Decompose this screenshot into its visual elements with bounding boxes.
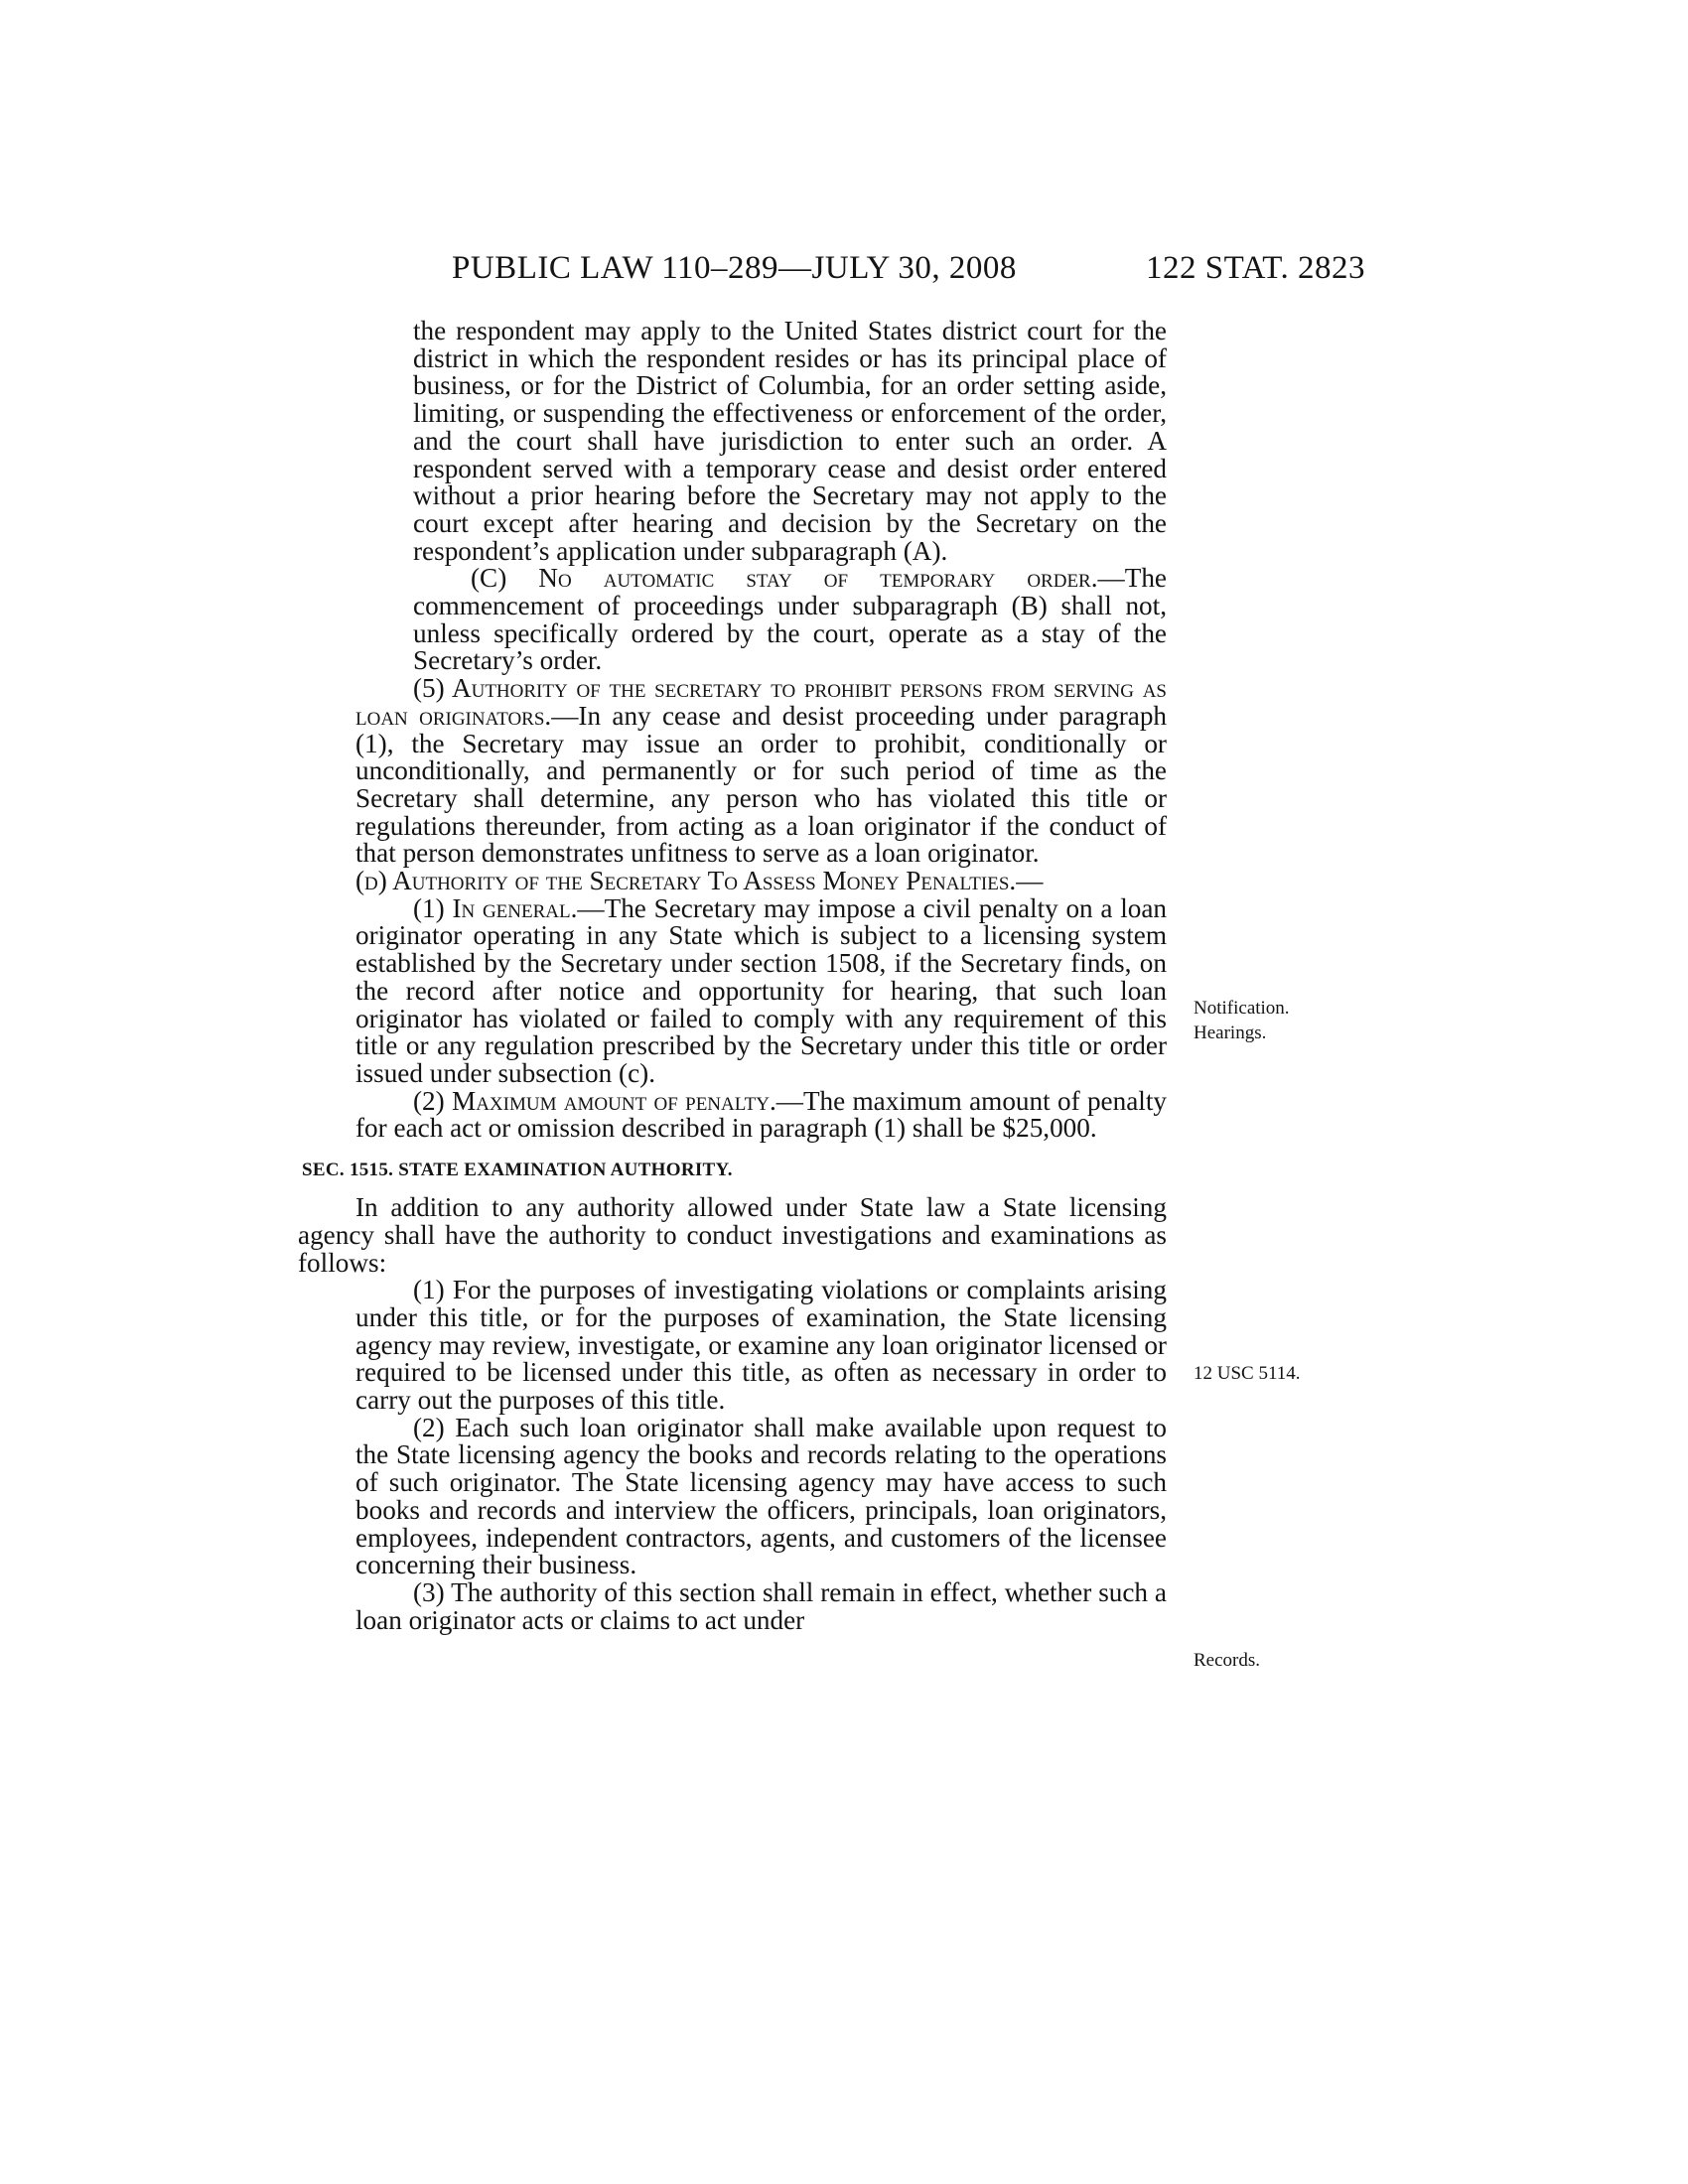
- paragraph-c-text: The commencement of proceedings under subparagraph (B) shall not, unless specifically ordered by the court, operate as a stay of the Secretary’s order.: [413, 563, 1167, 676]
- subsection-d-heading: (d) Authority of the Secretary To Assess Money Penalties.—: [355, 866, 1044, 896]
- paragraph-1-in-general: [298, 892, 1167, 1088]
- paragraph-5-heading: (5) Authority of the secretary to prohibit persons from serving as loan originators.—: [355, 673, 1167, 731]
- public-law-title: PUBLIC LAW 110–289—JULY 30, 2008: [452, 250, 1017, 286]
- running-head: [452, 248, 1365, 288]
- section-1515-heading: SEC. 1515. STATE EXAMINATION AUTHORITY.: [302, 1160, 733, 1181]
- margin-note-notification: Notification.: [1194, 998, 1290, 1019]
- body-text: [298, 318, 1167, 1634]
- paragraph-2-text: The maximum amount of penalty for each act or omission described in paragraph (1) shall be $25,000.: [355, 1085, 1167, 1144]
- section-1515-item-1: (1) For the purposes of investigating violations or complaints arising under this title, or for the purposes of examination, the State licensing agency may review, investigate, or examine any loan originator licensed or required to be licensed under this title, as often as necessary in order to carry out the purposes of this title.: [355, 1275, 1167, 1416]
- paragraph-5-text: In any cease and desist proceeding under paragraph (1), the Secretary may issue an order to prohibit, conditionally or unconditionally, and permanently or for such period of time as the Secretary shall determine, any person who has violated this title or regulations thereunder, from acting as a loan originator if the conduct of that person demonstrates unfitness to serve as a loan originator.: [355, 700, 1168, 869]
- paragraph-continuation: the respondent may apply to the United States district court for the district in which the respondent resides or has its principal place of business, or for the District of Columbia, for an order setting aside, limiting, or suspending the effectiveness or enforcement of the order, and the court shall have jurisdiction to enter such an order. A respondent served with a temporary cease and desist order entered without a prior hearing before the Secretary may not apply to the court except after hearing and decision by the Secretary on the respondent’s application under subparagraph (A).: [413, 316, 1167, 566]
- paragraph-c-no-automatic-stay: [298, 565, 1167, 675]
- paragraph-2-heading: (2) Maximum amount of penalty.—: [413, 1085, 803, 1116]
- margin-note-records: Records.: [1194, 1650, 1261, 1671]
- paragraph-5-authority: [298, 675, 1167, 868]
- section-1515-intro: In addition to any authority allowed under State law a State licensing agency shall have the authority to conduct investigations and examinations as follows:: [298, 1192, 1167, 1278]
- paragraph-c-heading: (C) No automatic stay of temporary order.—: [471, 563, 1125, 594]
- margin-note-usc: 12 USC 5114.: [1194, 1363, 1301, 1384]
- paragraph-2-maximum-penalty: [298, 1085, 1167, 1144]
- paragraph-1-text: The Secretary may impose a civil penalty on a loan originator operating in any State which is subject to a licensing system established by the Secretary under section 1508, if the Secretary finds, on the record after notice and opportunity for hearing, that such loan originator has violated or failed to comply with any requirement of this title or any regulation prescribed by the Secretary under this title or order issued under subsection (c).: [355, 892, 1167, 1088]
- statute-page-number: 122 STAT. 2823: [1145, 250, 1365, 286]
- section-1515-item-2: (2) Each such loan originator shall make available upon request to the State licensing agency the books and records relating to the operations of such originator. The State licensing agency may have access to such books and records and interview the officers, principals, loan originators, employees, independent contractors, agents, and customers of the licensee concerning their business.: [355, 1412, 1167, 1580]
- section-1515-item-3: (3) The authority of this section shall remain in effect, whether such a loan originator acts or claims to act under: [355, 1576, 1167, 1635]
- paragraph-1-heading: (1) In general.—: [413, 892, 605, 923]
- margin-note-hearings: Hearings.: [1194, 1023, 1267, 1043]
